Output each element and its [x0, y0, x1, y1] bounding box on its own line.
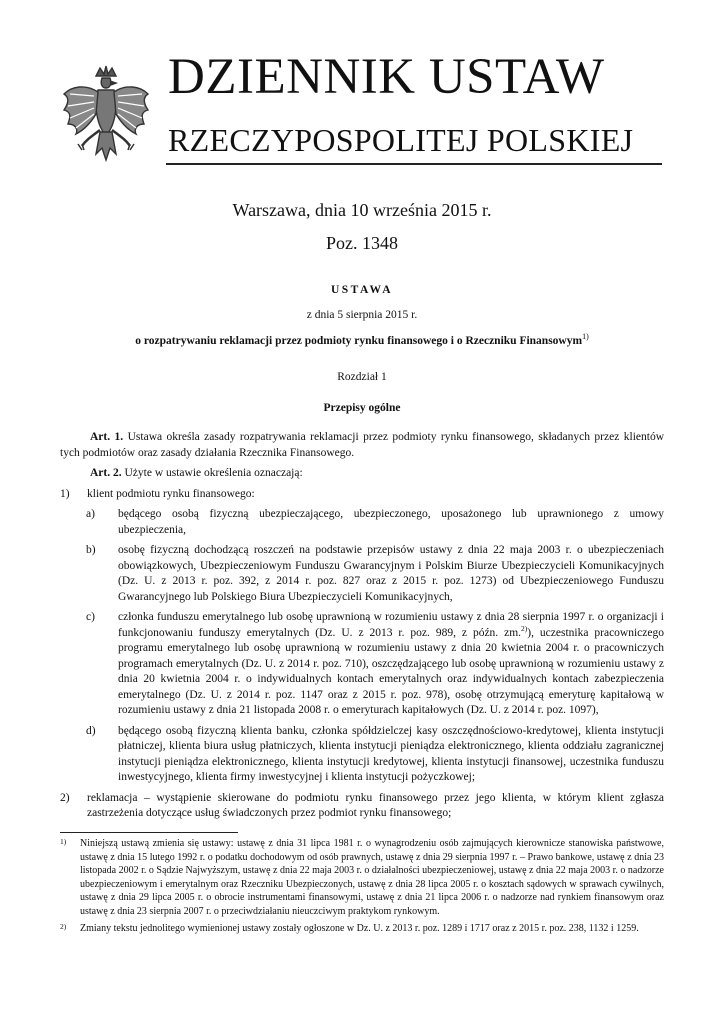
- subitem-text: członka funduszu emerytalnego lub osobę uprawnioną w rozumieniu ustawy z dnia 28 sierpnia 1997 r. o organizacji i funkcjonowaniu funduszy emerytalnych (Dz. U. z 2013 r. poz. 989, z późn. zm.: [118, 611, 664, 639]
- item-number: 1): [60, 487, 70, 500]
- article-2: [60, 466, 664, 482]
- masthead-subtitle: RZECZYPOSPOLITEJ POLSKIEJ: [168, 122, 634, 158]
- footnote-2: [60, 922, 664, 936]
- footnote-text: Zmiany tekstu jednolitego wymienionej ustawy zostały ogłoszone w Dz. U. z 2013 r. poz. 1289 i 1717 oraz z 2015 r. poz. 238, 1132 i 1259.: [80, 922, 639, 934]
- act-title-footnote-ref[interactable]: 1): [582, 332, 589, 342]
- article-1-label: Art. 1.: [90, 431, 124, 443]
- subitem-a: [60, 507, 664, 538]
- article-2-intro: Użyte w ustawie określenia oznaczają:: [121, 467, 303, 479]
- act-title-text: o rozpatrywaniu reklamacji przez podmioty rynku finansowego i o Rzeczniku Finansowym: [135, 335, 583, 347]
- subitem-text: będącego osobą fizyczną ubezpieczającego, ubezpieczonego, uposażonego lub uprawnionego z umowy ubezpieczenia,: [118, 508, 664, 536]
- subitem-text: osobę fizyczną dochodzącą roszczeń na podstawie przepisów ustawy z dnia 22 maja 2003 r. o ubezpieczeniach obowiązkowych, Ubezpieczeniowym Funduszu Gwarancyjnym i Polskim Biurze Ubezpieczycieli Komunikacyjnych (Dz. U. z 2013 r. poz. 392, z 2014 r. poz. 827 oraz z 2015 r. poz. 1273) od Ubezpieczeniowego Funduszu Gwarancyjnego lub Polskiego Biura Ubezpieczycieli Komunikacyjnych,: [118, 544, 664, 603]
- subitem-text-cont: ), uczestnika pracowniczego programu emerytalnego lub osobę uprawnioną w rozumieniu ustawy z dnia 20 kwietnia 2004 r. o pracowniczych programach emerytalnych (Dz. U. z 2014 r. poz. 710), oszczędzającego lub osobę uprawnioną w rozumieniu ustawy z dnia 20 kwietnia 2004 r. o indywidualnych kontach emerytalnych oraz indywidualnych kontach zabezpieczenia emerytalnego (Dz. U. z 2014 r. poz. 1147 oraz z 2015 r. poz. 978), osobę otrzymującą emeryturę kapitałową w rozumieniu ustawy z dnia 21 listopada 2008 r. o emeryturach kapitałowych (Dz. U. z 2014 r. poz. 1097),: [118, 626, 664, 716]
- act-body: [60, 430, 664, 827]
- masthead-title: DZIENNIK USTAW: [168, 49, 605, 105]
- chapter-title: Przepisy ogólne: [323, 402, 401, 414]
- subitem-c: [60, 610, 664, 719]
- footnote-ref-2[interactable]: 2): [521, 623, 528, 633]
- act-date: z dnia 5 sierpnia 2015 r.: [306, 309, 418, 321]
- subitem-letter: d): [86, 724, 96, 737]
- footnote-rule: [60, 832, 238, 833]
- item-number: 2): [60, 791, 70, 804]
- article-1: [60, 430, 664, 461]
- chapter-number: Rozdział 1: [337, 371, 387, 383]
- act-type: USTAWA: [330, 284, 394, 296]
- footnote-number: 1): [60, 837, 67, 846]
- subitem-d: [60, 724, 664, 786]
- masthead-rule: [166, 163, 662, 165]
- subitem-letter: c): [86, 611, 95, 623]
- item-text: klient podmiotu rynku finansowego:: [87, 487, 255, 500]
- footnote-text: Niniejszą ustawą zmienia się ustawy: ustawę z dnia 31 lipca 1981 r. o wynagrodzeniu osób zajmujących kierownicze stanowiska państwowe, ustawę z dnia 15 lutego 1992 r. o podatku dochodowym od osób prawnych, ustawę z dnia 29 sierpnia 1997 r. – Prawo bankowe, ustawę z dnia 23 listopada 2002 r. o Sądzie Najwyższym, ustawę z dnia 22 maja 2003 r. o działalności ubezpieczeniowej, ustawę z dnia 22 maja 2003 r. o nadzorze ubezpieczeniowym i emerytalnym oraz Rzeczniku Ubezpieczonych, ustawę z dnia 28 lipca 2005 r. o kosztach sądowych w sprawach cywilnych, ustawę z dnia 29 lipca 2005 r. o obrocie instrumentami finansowymi, ustawę z dnia 21 lipca 2006 r. o nadzorze nad rynkiem finansowym oraz ustawę z dnia 23 sierpnia 2007 r. o przeciwdziałaniu nieuczciwym praktykom rynkowym.: [80, 838, 664, 917]
- publication-date: Warszawa, dnia 10 września 2015 r.: [232, 200, 492, 220]
- eagle-emblem-icon: [60, 64, 152, 166]
- article-2-label: Art. 2.: [90, 467, 122, 479]
- definition-item-2: [60, 791, 664, 822]
- footnotes: [60, 837, 664, 938]
- subitem-text: będącego osobą fizyczną klienta banku, członka spółdzielczej kasy oszczędnościowo-kredytowej, klienta instytucji płatniczej, klienta biura usług płatniczych, klienta instytucji pieniądza elektronicznego, klienta oddziału zagranicznej instytucji pieniądza elektronicznego, klienta instytucji kredytowej, klienta instytucji finansowej, uczestnika funduszu inwestycyjnego, klienta firmy inwestycyjnej i klienta instytucji pożyczkowej;: [118, 724, 664, 783]
- item-text: reklamacja – wystąpienie skierowane do podmiotu rynku finansowego przez jego klienta, w którym klient zgłasza zastrzeżenia dotyczące usług świadczonych przez podmiot rynku finansowego;: [87, 791, 664, 819]
- subitem-b: [60, 543, 664, 605]
- act-title: [60, 332, 664, 347]
- definition-item-1: [60, 487, 664, 503]
- position-number: Poz. 1348: [326, 233, 398, 253]
- footnote-number: 2): [60, 921, 67, 931]
- subitem-letter: b): [86, 544, 96, 556]
- footnote-1: [60, 837, 664, 919]
- subitem-letter: a): [86, 508, 95, 520]
- article-1-text: Ustawa określa zasady rozpatrywania reklamacji przez podmioty rynku finansowego, składanych przez klientów tych podmiotów oraz zasady działania Rzecznika Finansowego.: [60, 431, 664, 459]
